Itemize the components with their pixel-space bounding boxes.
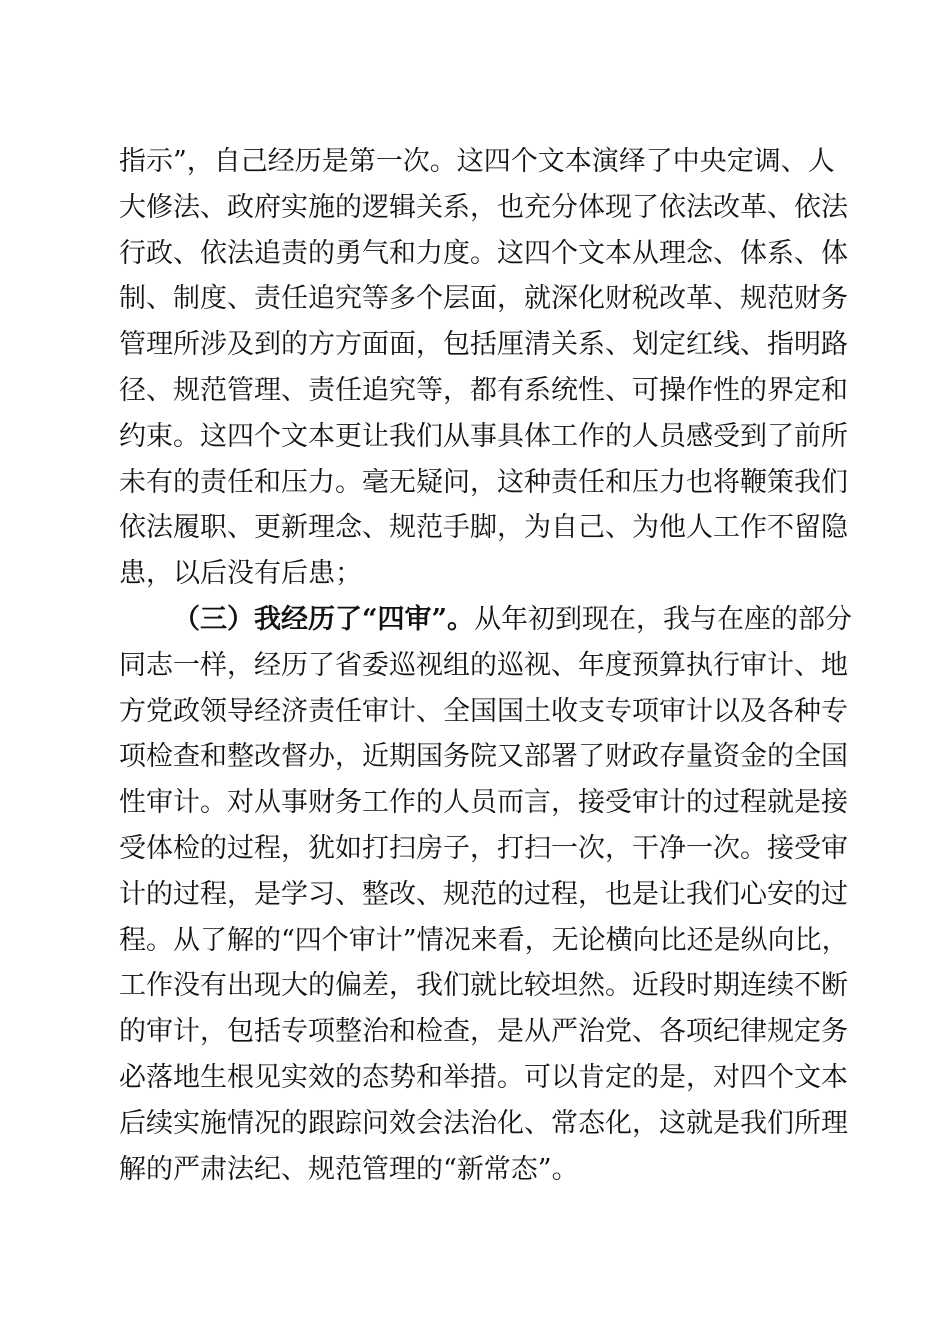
text-line: 大修法、政府实施的逻辑关系，也充分体现了依法改革、依法 (119, 191, 848, 223)
body-text (119, 139, 853, 1192)
text-line: 性审计。对从事财务工作的人员而言，接受审计的过程就是接 (119, 787, 848, 819)
text-line: 解的严肃法纪、规范管理的“新常态”。 (119, 1153, 579, 1185)
text-line: 径、规范管理、责任追究等，都有系统性、可操作性的界定和 (119, 374, 848, 406)
text-line: 依法履职、更新理念、规范手脚，为自己、为他人工作不留隐 (119, 512, 848, 544)
text-line: 的审计，包括专项整治和检查，是从严治党、各项纪律规定务 (119, 1016, 848, 1048)
text-line: 同志一样，经历了省委巡视组的巡视、年度预算执行审计、地 (119, 649, 848, 681)
text-line: 受体检的过程，犹如打扫房子，打扫一次，干净一次。接受审 (119, 832, 848, 864)
text-line: 项检查和整改督办，近期国务院又部署了财政存量资金的全国 (119, 741, 848, 773)
text-line: 方党政领导经济责任审计、全国国土收支专项审计以及各种专 (119, 695, 848, 727)
text-line: 程。从了解的“四个审计”情况来看，无论横向比还是纵向比， (119, 924, 849, 956)
text-line: 行政、依法追责的勇气和力度。这四个文本从理念、体系、体 (119, 237, 848, 269)
text-line: 必落地生根见实效的态势和举措。可以肯定的是，对四个文本 (119, 1061, 848, 1093)
text-line: 后续实施情况的跟踪问效会法治化、常态化，这就是我们所理 (119, 1107, 848, 1139)
text-line: 未有的责任和压力。毫无疑问，这种责任和压力也将鞭策我们 (119, 466, 848, 498)
section-heading: （三）我经历了“四审”。 (173, 603, 475, 635)
text-line: 指示”，自己经历是第一次。这四个文本演绎了中央定调、人 (119, 146, 835, 177)
text-line: 工作没有出现大的偏差，我们就比较坦然。近段时期连续不断 (119, 970, 848, 1002)
section-heading-line (119, 597, 853, 643)
text-line: 管理所涉及到的方方面面，包括厘清关系、划定红线、指明路 (119, 329, 848, 361)
text-line: 制、制度、责任追究等多个层面，就深化财税改革、规范财务 (119, 283, 848, 315)
text-line: 约束。这四个文本更让我们从事具体工作的人员感受到了前所 (119, 420, 848, 452)
text-line: 患，以后没有后患； (119, 558, 362, 590)
section-heading-rest: 从年初到现在，我与在座的部分 (474, 603, 853, 635)
text-line: 计的过程，是学习、整改、规范的过程，也是让我们心安的过 (119, 878, 848, 910)
